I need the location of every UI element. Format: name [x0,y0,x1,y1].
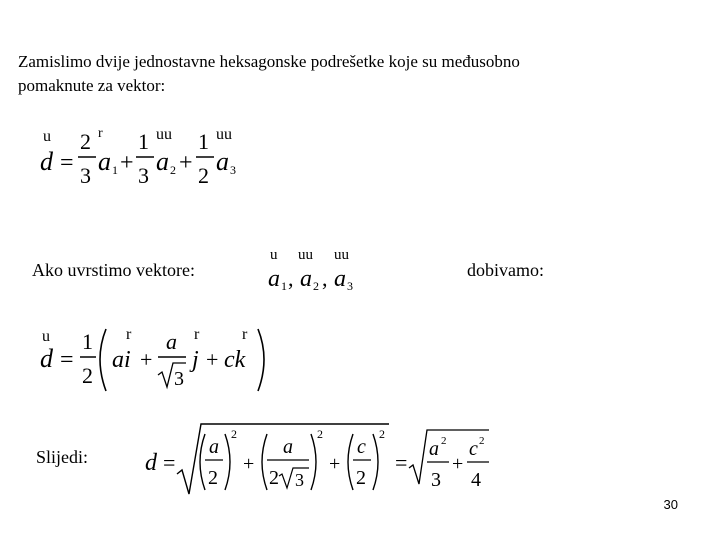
vector-arrow-icon: r [194,326,200,343]
page-number: 30 [663,497,678,512]
eq4-exp-3: 2 [379,427,385,441]
eq4-exp-1: 2 [231,427,237,441]
equation-d-magnitude [143,418,493,498]
eq4-r1-exp: 2 [441,435,447,447]
eq3-term3: ck [224,347,246,373]
eq4-f2-den-coef: 2 [269,467,279,489]
svg-text:+: + [140,347,153,372]
equation-d-expanded [36,325,276,397]
eq1-coef2-num: 1 [138,129,149,154]
eq1-coef3-num: 1 [198,129,209,154]
eq1-v1: a [98,147,111,176]
vector-arrow-icon: uu [156,126,172,143]
eq4-f1-den: 2 [208,467,218,489]
eq4-r2-den: 4 [471,469,481,491]
svg-text:,: , [288,266,294,291]
eq3-frac-num: a [166,329,177,354]
eq1-coef2-den: 3 [138,163,149,188]
eq4-f2-sqrt: 3 [295,470,304,490]
label-dobivamo: dobivamo: [467,260,544,280]
right-paren [258,329,264,391]
eq4-r2-exp: 2 [479,435,485,447]
eq4-exp-2: 2 [317,427,323,441]
sqrt-sign-icon [279,468,309,488]
eq1-coef1-den: 3 [80,163,91,188]
eq3-sqrt-arg: 3 [174,368,184,390]
eq1-coef1-num: 2 [80,129,91,154]
svg-text:,: , [322,266,328,291]
eq1-v2: a [156,147,169,176]
eq3-term1: ai [112,347,131,373]
eq2-v3-sub: 3 [347,279,353,293]
intro-line-2: pomaknute za vektor: [18,76,166,95]
equation-vector-list [266,246,366,296]
svg-text:+: + [206,347,219,372]
left-paren [100,329,106,391]
eq4-lhs: d [145,450,157,476]
eq3-coef-den: 2 [82,363,93,388]
equation-d-vector [36,125,256,195]
svg-text:+: + [120,150,134,176]
eq4-r2-num: c [469,438,478,460]
svg-text:=: = [163,450,176,475]
eq4-r1-den: 3 [431,469,441,491]
svg-text:+: + [329,453,341,475]
eq2-v1: a [268,266,280,292]
eq3-lhs: d [40,344,53,373]
vector-arrow-icon: uu [298,247,313,263]
eq3-coef-num: 1 [82,329,93,354]
svg-text:+: + [179,150,193,176]
svg-text:=: = [60,150,74,176]
eq1-v3-sub: 3 [230,163,236,177]
vector-arrow-icon: u [43,128,51,145]
vector-arrow-icon: uu [334,247,349,263]
eq4-f1-num: a [209,436,219,458]
eq1-v3: a [216,147,229,176]
eq4-f2-num: a [283,436,293,458]
eq1-v2-sub: 2 [170,163,176,177]
vector-arrow-icon: r [98,126,103,141]
label-slijedi: Slijedi: [36,447,89,467]
vector-arrow-icon: u [42,328,50,345]
eq4-f3-num: c [357,436,366,458]
eq2-v3: a [334,266,346,292]
eq2-v2: a [300,266,312,292]
eq1-coef3-den: 2 [198,163,209,188]
eq3-term2: j [192,347,199,373]
intro-line-1: Zamislimo dvije jednostavne heksagonske podrešetke koje su međusobno [18,52,520,71]
vector-arrow-icon: u [270,247,278,263]
vector-arrow-icon: r [126,326,132,343]
svg-text:+: + [243,453,255,475]
vector-arrow-icon: r [242,326,248,343]
svg-text:+: + [452,453,464,475]
eq2-v2-sub: 2 [313,279,319,293]
eq2-v1-sub: 1 [281,279,287,293]
vector-arrow-icon: uu [216,126,232,143]
intro-paragraph [18,50,698,98]
eq4-f3-den: 2 [356,467,366,489]
svg-text:=: = [395,450,408,475]
label-ako-uvrstimo: Ako uvrstimo vektore: [32,260,195,280]
eq1-v1-sub: 1 [112,163,118,177]
svg-text:=: = [60,347,74,373]
eq4-r1-num: a [429,438,439,460]
eq1-lhs: d [40,147,53,176]
